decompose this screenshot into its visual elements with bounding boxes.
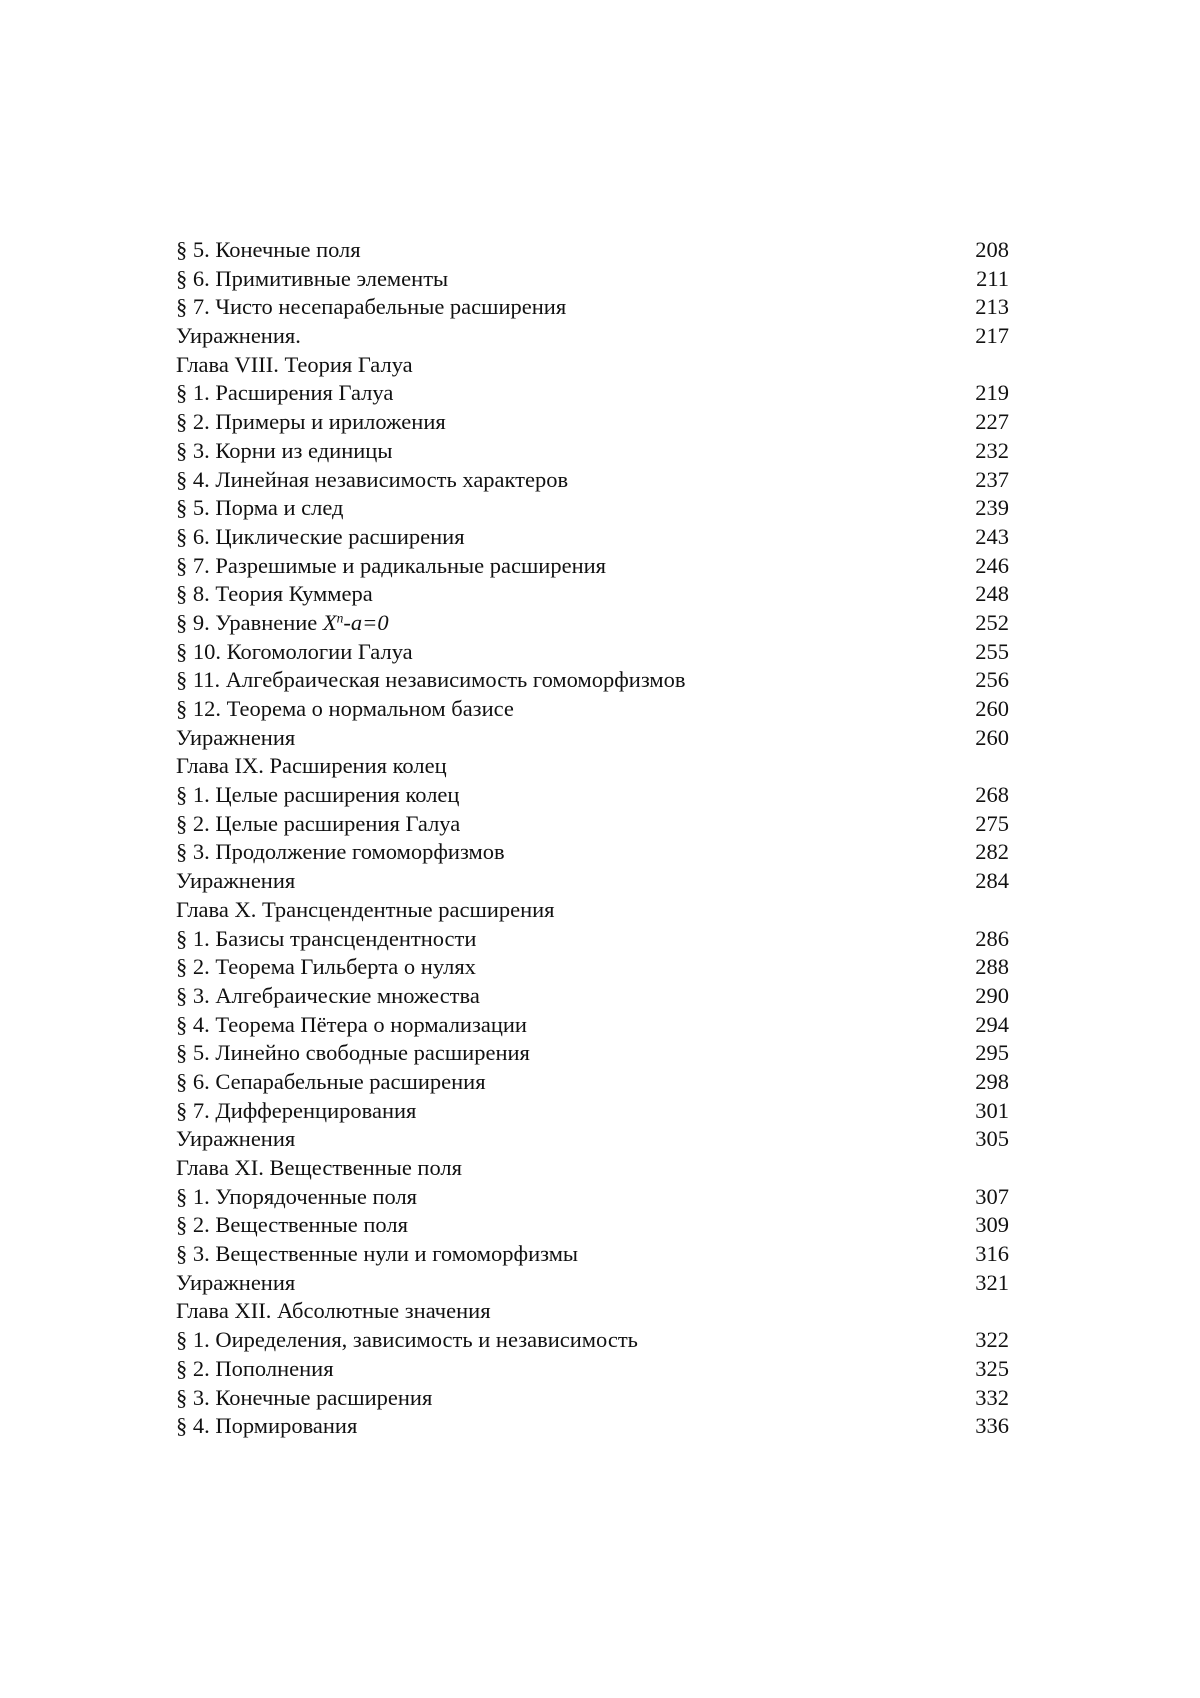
toc-entry-title [176, 1183, 417, 1212]
toc-entry-title [176, 1039, 530, 1068]
toc-entry [176, 466, 1009, 495]
toc-entry-title-text: § 1. Расширения Галуа [176, 380, 394, 406]
toc-entry [176, 1269, 1009, 1298]
toc-entry-title-text: § 2. Целые расширения Галуа [176, 810, 461, 836]
toc-entry-title [176, 293, 566, 322]
toc-entry-title-text: Уиражнения [176, 1269, 296, 1295]
toc-entry-page-number: 260 [975, 696, 1009, 721]
toc-entry-page-number: 286 [975, 925, 1009, 951]
toc-entry-page-number: 252 [975, 609, 1009, 635]
toc-entry-page-number: 290 [975, 982, 1009, 1008]
toc-entry [176, 1097, 1009, 1126]
toc-entry-title-text: § 5. Линейно свободные расширения [176, 1040, 530, 1066]
toc-entry-title-text: § 2. Вещественные поля [176, 1212, 408, 1238]
toc-entry [176, 695, 1009, 724]
toc-entry-title-text: § 2. Примеры и ириложения [176, 409, 446, 435]
toc-entry-page-number: 243 [975, 523, 1009, 549]
toc-entry-title [176, 408, 446, 437]
formula-rest: -a=0 [343, 609, 389, 635]
toc-entry-title [176, 494, 344, 523]
toc-entry-title-text: Глава X. Трансцендентные расширения [176, 896, 555, 922]
toc-entry [176, 408, 1009, 437]
toc-entry-title-text: § 6. Примитивные элементы [176, 265, 449, 291]
toc-entry-title-text: Уиражнения [176, 868, 296, 894]
toc-entry-title [176, 1412, 357, 1441]
toc-entry-title [176, 810, 460, 839]
toc-chapter-heading [176, 351, 1009, 380]
toc-entry-page-number: 305 [975, 1126, 1009, 1152]
toc-entry-title [176, 379, 393, 408]
toc-entry [176, 494, 1009, 523]
toc-entry-title [176, 1068, 486, 1097]
toc-entry [176, 379, 1009, 408]
toc-entry [176, 953, 1009, 982]
toc-entry-title-text: § 10. Когомологии Галуа [176, 638, 413, 664]
toc-entry-title-text: § 3. Алгебраические множества [176, 982, 480, 1008]
formula-exponent: n [336, 610, 344, 626]
toc-entry-title-text: Уиражнения [176, 1126, 296, 1152]
toc-entry-page-number: 213 [975, 294, 1009, 320]
toc-entry-title [176, 1384, 432, 1413]
toc-entry [176, 838, 1009, 867]
toc-entry-page-number: 288 [975, 954, 1009, 980]
toc-entry-title-text: Уиражнения. [176, 323, 301, 349]
formula-base: X [322, 609, 337, 635]
toc-entry-title-text: Уиражнения [176, 724, 296, 750]
toc-entry-title [176, 666, 686, 695]
toc-entry-title [176, 609, 389, 638]
toc-entry [176, 552, 1009, 581]
equation-formula [323, 610, 389, 635]
toc-entry-page-number: 211 [976, 265, 1009, 291]
toc-entry-title-text: § 4. Линейная независимость характеров [176, 466, 569, 492]
toc-entry [176, 925, 1009, 954]
toc-entry-title [176, 695, 514, 724]
toc-entry [176, 810, 1009, 839]
toc-entry-title [176, 466, 568, 495]
table-of-contents [176, 236, 1009, 1441]
toc-entry-page-number: 275 [975, 810, 1009, 836]
toc-entry-title-text: § 3. Вещественные нули и гомоморфизмы [176, 1241, 579, 1267]
toc-entry-page-number: 232 [975, 437, 1009, 463]
toc-entry-page-number: 298 [975, 1068, 1009, 1094]
toc-entry-title [176, 1355, 334, 1384]
toc-entry [176, 1125, 1009, 1154]
toc-entry [176, 1240, 1009, 1269]
toc-entry-title [176, 1011, 527, 1040]
toc-entry-title-text: § 1. Оиределения, зависимость и независимость [176, 1327, 638, 1353]
toc-entry-title-text: § 9. Уравнение [176, 609, 323, 635]
toc-entry-title [176, 265, 448, 294]
toc-entry-title [176, 867, 295, 896]
toc-entry-title-text: § 1. Целые расширения колец [176, 782, 460, 808]
toc-entry-title-text: § 5. Конечные поля [176, 237, 361, 262]
toc-entry [176, 724, 1009, 753]
toc-entry-title [176, 1269, 295, 1298]
toc-entry [176, 867, 1009, 896]
toc-entry-page-number: 246 [975, 552, 1009, 578]
toc-entry [176, 781, 1009, 810]
toc-entry-title-text: § 7. Чисто несепарабельные расширения [176, 294, 567, 320]
toc-entry [176, 236, 1009, 265]
toc-entry-title-text: § 5. Порма и след [176, 495, 344, 521]
toc-entry-title [176, 1240, 578, 1269]
toc-entry-page-number: 309 [975, 1212, 1009, 1238]
toc-entry [176, 1412, 1009, 1441]
toc-entry-title-text: § 2. Теорема Гильберта о нулях [176, 954, 476, 980]
toc-entry-title [176, 580, 373, 609]
toc-entry-page-number: 248 [975, 581, 1009, 607]
toc-chapter-heading [176, 1154, 1009, 1183]
toc-entry-title-text: § 3. Корни из единицы [176, 437, 393, 463]
toc-entry-page-number: 336 [975, 1413, 1009, 1439]
toc-entry-title-text: § 3. Продолжение гомоморфизмов [176, 839, 505, 865]
toc-entry-title [176, 1326, 638, 1355]
toc-entry-page-number: 260 [975, 724, 1009, 750]
toc-entry-title [176, 982, 480, 1011]
toc-entry [176, 1326, 1009, 1355]
toc-entry [176, 1011, 1009, 1040]
toc-entry-page-number: 301 [975, 1097, 1009, 1123]
toc-entry-title [176, 724, 295, 753]
toc-entry [176, 666, 1009, 695]
toc-entry-title [176, 1125, 295, 1154]
toc-entry-title-text: Глава IX. Расширения колец [176, 753, 447, 779]
toc-entry [176, 437, 1009, 466]
toc-chapter-heading [176, 896, 1009, 925]
toc-entry-title-text: § 1. Упорядоченные поля [176, 1183, 418, 1209]
toc-entry-page-number: 282 [975, 839, 1009, 865]
toc-entry-title [176, 638, 413, 667]
toc-chapter-heading [176, 752, 1009, 781]
toc-entry-page-number: 307 [975, 1183, 1009, 1209]
toc-entry-page-number: 255 [975, 638, 1009, 664]
toc-entry-title [176, 437, 392, 466]
toc-entry-page-number: 256 [975, 667, 1009, 693]
toc-entry-title-text: § 11. Алгебраическая независимость гомоморфизмов [176, 667, 686, 693]
toc-entry-title [176, 1097, 416, 1126]
toc-entry-title-text: § 7. Дифференцирования [176, 1097, 417, 1123]
toc-entry-title-text: § 4. Пормирования [176, 1413, 358, 1439]
toc-entry-title [176, 552, 606, 581]
toc-entry [176, 523, 1009, 552]
toc-entry-title [176, 953, 476, 982]
toc-entry-title [176, 838, 505, 867]
toc-entry-title-text: § 7. Разрешимые и радикальные расширения [176, 552, 607, 578]
toc-entry-title-text: Глава VIII. Теория Галуа [176, 351, 413, 377]
toc-entry-page-number: 227 [975, 409, 1009, 435]
toc-entry-page-number: 217 [975, 323, 1009, 349]
toc-entry-title [176, 1211, 408, 1240]
toc-entry-title [176, 523, 465, 552]
toc-entry-title-text: § 1. Базисы трансцендентности [176, 925, 477, 951]
toc-entry-title [176, 351, 413, 380]
toc-entry-title [176, 236, 361, 265]
toc-entry-page-number: 294 [975, 1011, 1009, 1037]
toc-entry [176, 265, 1009, 294]
toc-entry [176, 638, 1009, 667]
toc-entry [176, 1068, 1009, 1097]
toc-entry-title-text: § 6. Циклические расширения [176, 523, 465, 549]
toc-entry-title [176, 1297, 491, 1326]
toc-entry-title-text: § 3. Конечные расширения [176, 1384, 433, 1410]
toc-entry-page-number: 208 [975, 237, 1009, 262]
toc-entry [176, 293, 1009, 322]
toc-entry-page-number: 325 [975, 1355, 1009, 1381]
toc-entry-title-text: § 4. Теорема Пётера о нормализации [176, 1011, 527, 1037]
toc-entry [176, 1384, 1009, 1413]
toc-entry [176, 580, 1009, 609]
toc-entry-page-number: 237 [975, 466, 1009, 492]
toc-entry-title-text: § 8. Теория Куммера [176, 581, 373, 607]
toc-entry-title-text: § 12. Теорема о нормальном базисе [176, 696, 514, 721]
toc-entry-page-number: 268 [975, 782, 1009, 808]
toc-entry [176, 322, 1009, 351]
toc-entry-title [176, 896, 555, 925]
toc-chapter-heading [176, 1297, 1009, 1326]
toc-entry-page-number: 316 [975, 1241, 1009, 1267]
toc-entry-title [176, 322, 301, 351]
toc-entry-page-number: 322 [975, 1327, 1009, 1353]
toc-entry-page-number: 295 [975, 1040, 1009, 1066]
toc-entry-title-text: Глава XII. Абсолютные значения [176, 1298, 491, 1324]
toc-entry [176, 1211, 1009, 1240]
toc-entry-page-number: 239 [975, 495, 1009, 521]
toc-entry-title [176, 1154, 462, 1183]
toc-entry-title-text: § 2. Пополнения [176, 1355, 334, 1381]
toc-entry-title [176, 781, 459, 810]
toc-entry [176, 1355, 1009, 1384]
toc-entry [176, 982, 1009, 1011]
toc-entry-page-number: 284 [975, 868, 1009, 894]
toc-entry [176, 1183, 1009, 1212]
toc-entry-page-number: 219 [975, 380, 1009, 406]
toc-entry-title-text: § 6. Сепарабельные расширения [176, 1068, 486, 1094]
toc-entry-title [176, 752, 447, 781]
toc-entry-title-text: Глава XI. Вещественные поля [176, 1155, 463, 1180]
toc-entry [176, 1039, 1009, 1068]
toc-entry-page-number: 332 [975, 1384, 1009, 1410]
toc-entry-title [176, 925, 476, 954]
toc-entry [176, 609, 1009, 638]
toc-entry-page-number: 321 [975, 1269, 1009, 1295]
